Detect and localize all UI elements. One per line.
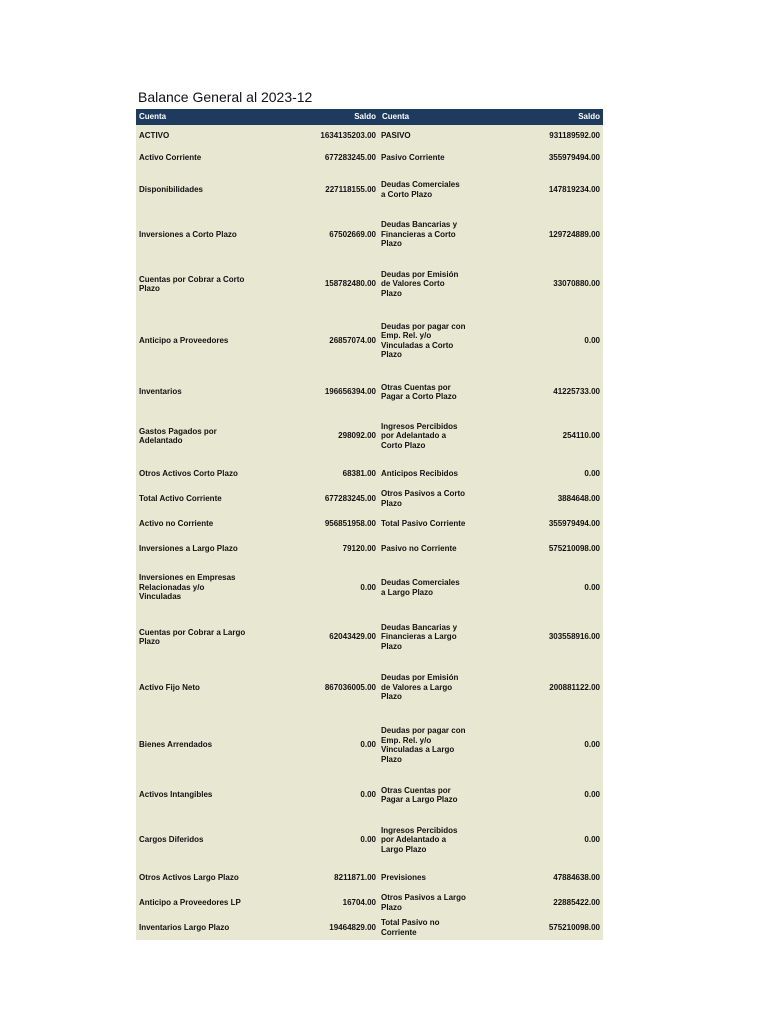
account-name-activo: Anticipo a Proveedores LP (136, 890, 249, 915)
saldo-activo: 227118155.00 (249, 170, 379, 209)
saldo-activo: 867036005.00 (249, 660, 379, 715)
saldo-pasivo: 3884648.00 (469, 486, 603, 511)
account-name-activo: Activo Corriente (136, 146, 249, 170)
saldo-pasivo: 0.00 (469, 461, 603, 486)
saldo-activo: 677283245.00 (249, 486, 379, 511)
saldo-pasivo: 0.00 (469, 561, 603, 614)
account-name-pasivo: Deudas Comerciales a Corto Plazo (379, 170, 469, 209)
account-name-activo: Disponibilidades (136, 170, 249, 209)
table-row (136, 890, 603, 915)
saldo-pasivo: 147819234.00 (469, 170, 603, 209)
page-title: Balance General al 2023-12 (138, 89, 313, 105)
saldo-pasivo: 0.00 (469, 308, 603, 373)
account-name-pasivo: Ingresos Percibidos por Adelantado a Corto Plazo (379, 411, 469, 461)
account-name-pasivo: Pasivo Corriente (379, 146, 469, 170)
saldo-activo: 677283245.00 (249, 146, 379, 170)
saldo-activo: 1634135203.00 (249, 125, 379, 146)
saldo-activo: 0.00 (249, 561, 379, 614)
account-name-activo: Gastos Pagados por Adelantado (136, 411, 249, 461)
account-name-pasivo: Deudas por pagar con Emp. Rel. y/o Vinculadas a Largo Plazo (379, 715, 469, 775)
account-name-pasivo: Ingresos Percibidos por Adelantado a Largo Plazo (379, 815, 469, 865)
balance-sheet-table (136, 109, 603, 940)
account-name-activo: Total Activo Corriente (136, 486, 249, 511)
saldo-pasivo: 41225733.00 (469, 373, 603, 411)
saldo-activo: 67502669.00 (249, 209, 379, 260)
table-row (136, 561, 603, 614)
account-name-pasivo: Otras Cuentas por Pagar a Corto Plazo (379, 373, 469, 411)
saldo-activo: 0.00 (249, 715, 379, 775)
table-row (136, 260, 603, 308)
table-row (136, 715, 603, 775)
account-name-pasivo: Deudas Comerciales a Largo Plazo (379, 561, 469, 614)
saldo-pasivo: 303558916.00 (469, 614, 603, 660)
saldo-pasivo: 254110.00 (469, 411, 603, 461)
saldo-pasivo: 0.00 (469, 715, 603, 775)
account-name-pasivo: Pasivo no Corriente (379, 537, 469, 561)
saldo-activo: 26857074.00 (249, 308, 379, 373)
account-name-activo: Inversiones en Empresas Relacionadas y/o Vinculadas (136, 561, 249, 614)
table-row (136, 775, 603, 815)
account-name-activo: Cuentas por Cobrar a Largo Plazo (136, 614, 249, 660)
account-name-activo: Anticipo a Proveedores (136, 308, 249, 373)
account-name-activo: Activo Fijo Neto (136, 660, 249, 715)
table-row (136, 660, 603, 715)
account-name-activo: Otros Activos Largo Plazo (136, 865, 249, 890)
saldo-activo: 0.00 (249, 775, 379, 815)
table-header-row (136, 109, 603, 125)
account-name-pasivo: Deudas por pagar con Emp. Rel. y/o Vinculadas a Corto Plazo (379, 308, 469, 373)
account-name-pasivo: Anticipos Recibidos (379, 461, 469, 486)
account-name-activo: Activos Intangibles (136, 775, 249, 815)
account-name-activo: ACTIVO (136, 125, 249, 146)
saldo-pasivo: 0.00 (469, 815, 603, 865)
table-row (136, 511, 603, 537)
account-name-pasivo: Deudas Bancarias y Financieras a Largo Plazo (379, 614, 469, 660)
table-row (136, 373, 603, 411)
table-row (136, 461, 603, 486)
table-row (136, 486, 603, 511)
saldo-pasivo: 355979494.00 (469, 146, 603, 170)
saldo-activo: 62043429.00 (249, 614, 379, 660)
header-saldo-activo: Saldo (249, 109, 379, 125)
table-row (136, 209, 603, 260)
saldo-pasivo: 575210098.00 (469, 915, 603, 940)
saldo-pasivo: 129724889.00 (469, 209, 603, 260)
saldo-activo: 8211871.00 (249, 865, 379, 890)
header-saldo-pasivo: Saldo (469, 109, 603, 125)
account-name-activo: Inversiones a Corto Plazo (136, 209, 249, 260)
header-cuenta-pasivo: Cuenta (379, 109, 469, 125)
table-row (136, 865, 603, 890)
account-name-pasivo: Deudas Bancarias y Financieras a Corto Plazo (379, 209, 469, 260)
table-row (136, 308, 603, 373)
table-body (136, 125, 603, 940)
saldo-activo: 196656394.00 (249, 373, 379, 411)
saldo-activo: 79120.00 (249, 537, 379, 561)
table-row (136, 537, 603, 561)
account-name-activo: Inversiones a Largo Plazo (136, 537, 249, 561)
saldo-pasivo: 200881122.00 (469, 660, 603, 715)
account-name-pasivo: Deudas por Emisión de Valores Corto Plazo (379, 260, 469, 308)
saldo-activo: 158782480.00 (249, 260, 379, 308)
header-cuenta-activo: Cuenta (136, 109, 249, 125)
table-row (136, 125, 603, 146)
account-name-pasivo: Deudas por Emisión de Valores a Largo Plazo (379, 660, 469, 715)
saldo-activo: 956851958.00 (249, 511, 379, 537)
saldo-activo: 19464829.00 (249, 915, 379, 940)
saldo-activo: 298092.00 (249, 411, 379, 461)
table-row (136, 411, 603, 461)
account-name-activo: Otros Activos Corto Plazo (136, 461, 249, 486)
table-row (136, 614, 603, 660)
account-name-activo: Inventarios (136, 373, 249, 411)
account-name-pasivo: Total Pasivo Corriente (379, 511, 469, 537)
account-name-activo: Bienes Arrendados (136, 715, 249, 775)
account-name-pasivo: PASIVO (379, 125, 469, 146)
account-name-pasivo: Otros Pasivos a Corto Plazo (379, 486, 469, 511)
account-name-pasivo: Otros Pasivos a Largo Plazo (379, 890, 469, 915)
saldo-pasivo: 355979494.00 (469, 511, 603, 537)
account-name-activo: Cuentas por Cobrar a Corto Plazo (136, 260, 249, 308)
account-name-pasivo: Total Pasivo no Corriente (379, 915, 469, 940)
table-row (136, 146, 603, 170)
account-name-activo: Inventarios Largo Plazo (136, 915, 249, 940)
table-row (136, 815, 603, 865)
saldo-pasivo: 931189592.00 (469, 125, 603, 146)
saldo-activo: 68381.00 (249, 461, 379, 486)
saldo-pasivo: 0.00 (469, 775, 603, 815)
account-name-pasivo: Previsiones (379, 865, 469, 890)
account-name-activo: Activo no Corriente (136, 511, 249, 537)
account-name-activo: Cargos Diferidos (136, 815, 249, 865)
saldo-pasivo: 575210098.00 (469, 537, 603, 561)
saldo-pasivo: 33070880.00 (469, 260, 603, 308)
account-name-pasivo: Otras Cuentas por Pagar a Largo Plazo (379, 775, 469, 815)
table-row (136, 170, 603, 209)
saldo-pasivo: 47884638.00 (469, 865, 603, 890)
saldo-pasivo: 22885422.00 (469, 890, 603, 915)
table-row (136, 915, 603, 940)
saldo-activo: 0.00 (249, 815, 379, 865)
saldo-activo: 16704.00 (249, 890, 379, 915)
